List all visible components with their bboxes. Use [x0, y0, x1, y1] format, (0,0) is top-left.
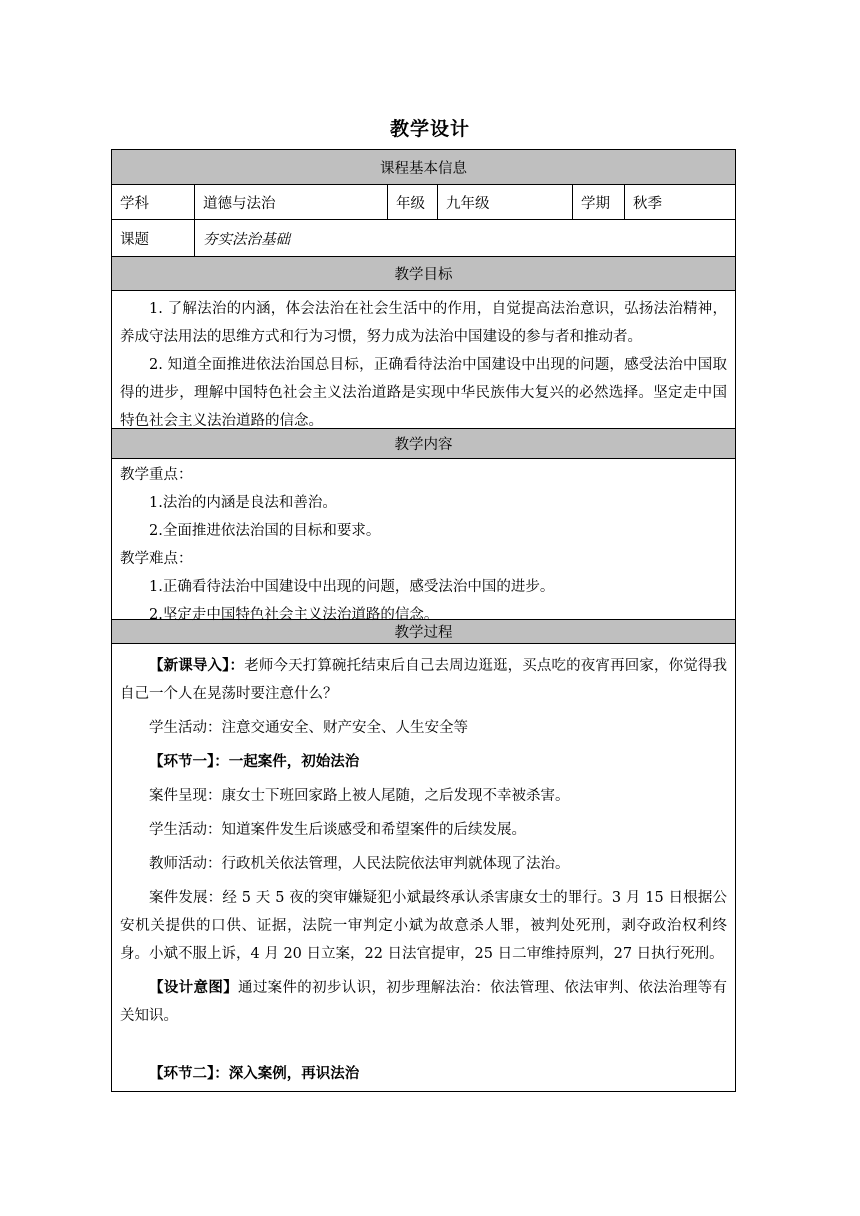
objective-item: 2. 知道全面推进依法治国总目标，正确看待法治中国建设中出现的问题，感受法治中国取得的进步，理解中国特色社会主义法治道路是实现中华民族伟大复兴的必然选择。坚定走中国特色社会主义法治道路的信念。	[120, 357, 727, 429]
term-label: 学期	[573, 185, 625, 219]
student-activity: 学生活动：知道案件发生后谈感受和希望案件的后续发展。	[149, 822, 526, 838]
lesson-plan-table	[111, 149, 736, 1092]
topic-value: 夯实法治基础	[203, 231, 290, 248]
grade-value: 九年级	[438, 185, 573, 219]
topic-row	[112, 220, 735, 257]
basic-info-header: 课程基本信息	[112, 150, 735, 185]
difficult-points-label: 教学难点：	[120, 551, 193, 567]
difficult-point-item: 2.坚定走中国特色社会主义法治道路的信念。	[149, 607, 439, 623]
intro-paragraph: 【新课导入】：老师今天打算碗托结束后自己去周边逛逛，买点吃的夜宵再回家，你觉得我自己一个人在晃荡时要注意什么？	[120, 658, 728, 702]
term-value: 秋季	[633, 195, 662, 212]
basic-info-row	[112, 185, 735, 220]
page-title: 教学设计	[389, 118, 470, 140]
topic-label: 课题	[112, 220, 195, 256]
case-show: 案件呈现：康女士下班回家路上被人尾随，之后发现不幸被杀害。	[149, 788, 570, 804]
objectives-header: 教学目标	[112, 257, 735, 291]
content-block	[112, 459, 735, 623]
objectives-block	[112, 291, 735, 429]
subject-value: 道德与法治	[195, 185, 388, 219]
process-header: 教学过程	[112, 620, 735, 644]
section-one-heading: 【环节一】：一起案件，初始法治	[149, 754, 360, 770]
case-development: 案件发展：经 5 天 5 夜的突审嫌疑犯小斌最终承认杀害康女士的罪行。3 月 15 日根据公安机关提供的口供、证据，法院一审判定小斌为故意杀人罪，被判处死刑，剥夺政治权利终身。小斌不服上诉，4 月 20 日立案，22 日法官提审，25 日二审维持原判，27 日执行死刑。	[120, 890, 727, 962]
key-point-item: 1.法治的内涵是良法和善治。	[149, 495, 337, 511]
grade-label: 年级	[388, 185, 438, 219]
difficult-point-item: 1.正确看待法治中国建设中出现的问题，感受法治中国的进步。	[149, 579, 555, 595]
student-activity: 学生活动：注意交通安全、财产安全、人生安全等	[149, 720, 468, 736]
key-point-item: 2.全面推进依法治国的目标和要求。	[149, 523, 381, 539]
section-two-heading: 【环节二】：深入案例，再识法治	[149, 1066, 360, 1082]
teacher-activity: 教师活动：行政机关依法管理，人民法院依法审判就体现了法治。	[149, 856, 570, 872]
key-points-label: 教学重点：	[120, 467, 193, 483]
content-header: 教学内容	[112, 429, 735, 459]
objective-item: 1. 了解法治的内涵，体会法治在社会生活中的作用，自觉提高法治意识，弘扬法治精神，养成守法用法的思维方式和行为习惯，努力成为法治中国建设的参与者和推动者。	[120, 301, 727, 345]
process-block	[112, 644, 735, 1091]
subject-label: 学科	[112, 185, 195, 219]
design-intent: 【设计意图】通过案件的初步认识，初步理解法治：依法管理、依法审判、依法治理等有关知识。	[120, 980, 728, 1024]
